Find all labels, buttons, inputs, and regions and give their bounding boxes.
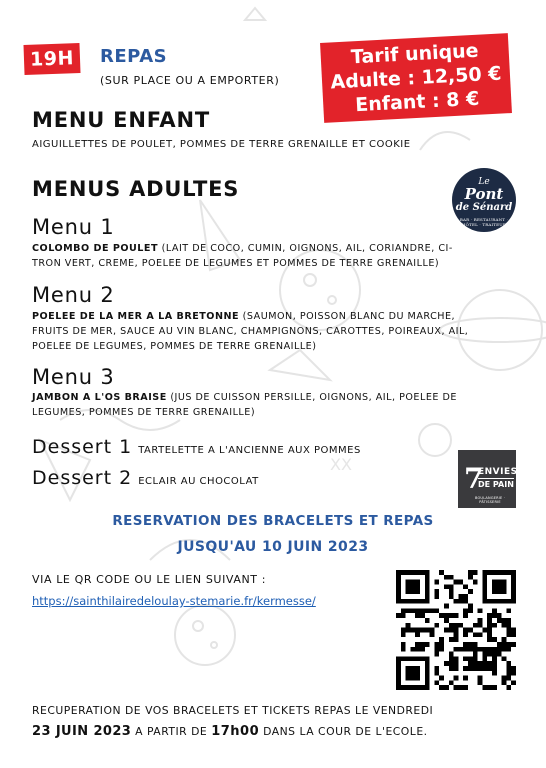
7-envies-de-pain-logo: 7 ENVIES DE PAIN BOULANGERIE · PÂTISSERIE <box>458 450 516 508</box>
menu-1-dish: COLOMBO DE POULET <box>32 243 159 254</box>
menu-3-details-2: LEGUMES, POMMES DE TERRE GRENAILLE) <box>32 407 256 418</box>
pickup-time: 17h00 <box>211 724 260 739</box>
qr-code-icon[interactable] <box>396 570 516 690</box>
menu-2-description <box>32 309 524 354</box>
menu-1-details-2: TRON VERT, CREME, POELEE DE LEGUMES ET POMMES DE TERRE GRENAILLE) <box>32 258 440 269</box>
menu-2-details-3: POELEE DE LEGUMES, POMMES DE TERRE GRENAILLE) <box>32 341 317 352</box>
price-child: Enfant : 8 € <box>354 87 480 117</box>
menu-1-name: Menu 1 <box>32 215 115 239</box>
pickup-info <box>32 700 522 742</box>
menu-1-details: (LAIT DE COCO, CUMIN, OIGNONS, AIL, CORIANDRE, CI- <box>158 243 453 254</box>
menu-3-dish: JAMBON A L'OS BRAISE <box>32 392 167 403</box>
time-badge: 19H <box>23 43 80 75</box>
menu-3-description <box>32 390 524 420</box>
menu-2-details: (SAUMON, POISSON BLANC DU MARCHE, <box>239 311 456 322</box>
dessert-2-name: Dessert 2 <box>32 467 133 489</box>
dessert-1 <box>32 436 361 458</box>
menus-adultes-title: MENUS ADULTES <box>32 177 240 201</box>
svg-text:XX: XX <box>330 455 352 474</box>
pont-de-senard-logo: Le Pont de Sénard BAR · RESTAURANT · HÔTEL · TRAITEUR <box>452 168 516 232</box>
menu-2-details-2: FRUITS DE MER, SAUCE AU VIN BLANC, CHAMPIGNONS, CAROTTES, POIREAUX, AIL, <box>32 326 469 337</box>
kermesse-link[interactable]: https://sainthilairedeloulay-stemarie.fr/kermesse/ <box>32 594 316 608</box>
pickup-date: 23 JUIN 2023 <box>32 724 132 739</box>
repas-subtitle: (SUR PLACE OU A EMPORTER) <box>100 74 280 87</box>
price-adult: Adulte : 12,50 € <box>329 62 502 94</box>
reservation-instructions: VIA LE QR CODE OU LE LIEN SUIVANT : <box>32 573 267 586</box>
reservation-deadline: JUSQU'AU 10 JUIN 2023 <box>177 539 369 555</box>
menu-enfant-description: AIGUILLETTES DE POULET, POMMES DE TERRE GRENAILLE ET COOKIE <box>32 139 411 150</box>
dessert-2 <box>32 467 259 489</box>
menu-2-name: Menu 2 <box>32 283 115 307</box>
reservation-title: RESERVATION DES BRACELETS ET REPAS <box>112 513 434 529</box>
dessert-1-description: TARTELETTE A L'ANCIENNE AUX POMMES <box>138 445 361 456</box>
menu-2-dish: POELEE DE LA MER A LA BRETONNE <box>32 311 240 322</box>
menu-enfant-title: MENU ENFANT <box>32 108 210 132</box>
repas-title: REPAS <box>100 46 168 67</box>
price-label: Tarif unique <box>350 39 480 69</box>
menu-3-name: Menu 3 <box>32 365 115 389</box>
dessert-2-description: ECLAIR AU CHOCOLAT <box>138 476 259 487</box>
menu-3-details: (JUS DE CUISSON PERSILLE, OIGNONS, AIL, POELEE DE <box>166 392 457 403</box>
menu-1-description <box>32 241 524 271</box>
dessert-1-name: Dessert 1 <box>32 436 133 458</box>
price-banner <box>320 33 512 123</box>
pickup-line-1: RECUPERATION DE VOS BRACELETS ET TICKETS REPAS LE VENDREDI <box>32 704 434 717</box>
pickup-from: A PARTIR DE <box>131 725 212 738</box>
pickup-place: DANS LA COUR DE L'ECOLE. <box>259 725 428 738</box>
